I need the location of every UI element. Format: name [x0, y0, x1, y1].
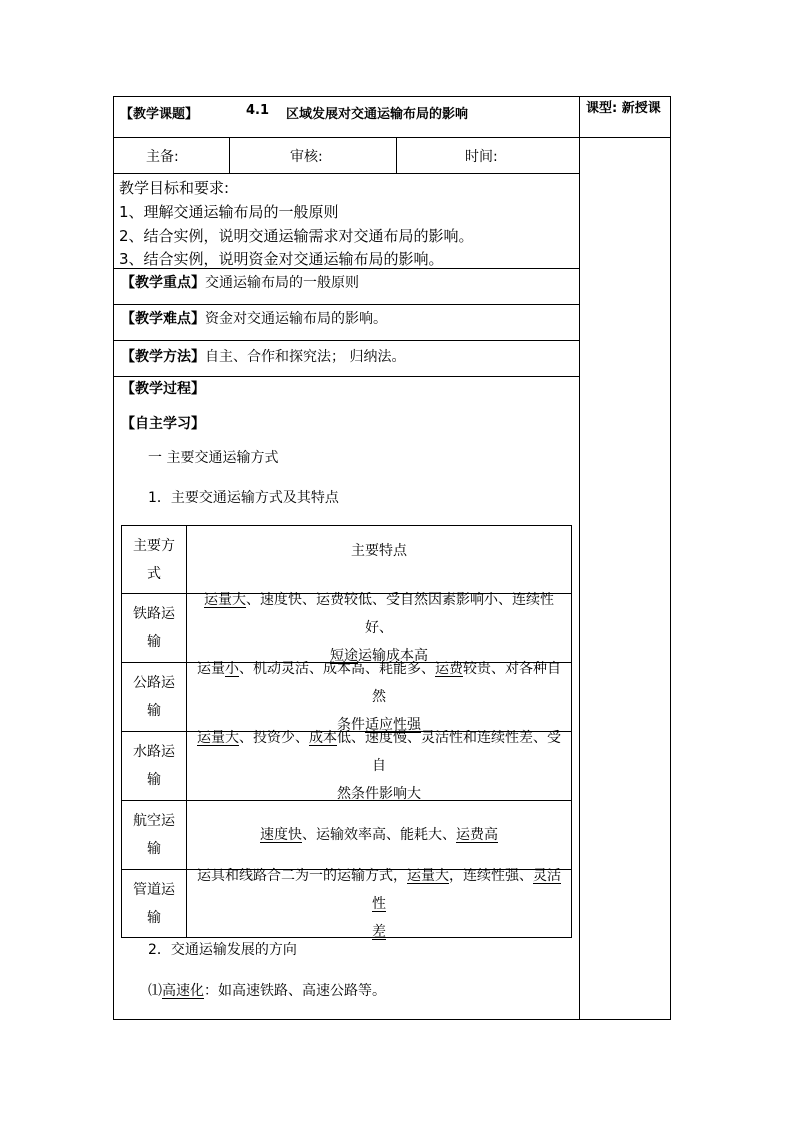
cell-divider — [229, 137, 230, 174]
process-heading: 【教学过程】 — [121, 381, 205, 397]
reviewer-label: 审核: — [290, 149, 323, 165]
feature-text — [191, 724, 567, 808]
row-divider — [113, 340, 580, 341]
feature-segment: 、速度快、运费较低、受自然因素影响小、连续性好、 — [246, 592, 554, 636]
table-row-features — [187, 594, 571, 662]
key-point-text: 交通运输布局的一般原则 — [205, 275, 359, 291]
table-row-mode: 公路运 输 — [133, 675, 175, 719]
feature-keyword: 成本 — [309, 730, 337, 746]
table-row-features — [187, 732, 571, 800]
frame-line — [113, 1019, 671, 1020]
feature-segment: 、运输效率高、能耗大、 — [302, 827, 456, 843]
feature-keyword: 运费高 — [456, 827, 498, 843]
feature-segment: ，连续性强、 — [449, 867, 533, 884]
feature-keyword: 差 — [372, 923, 386, 940]
objective-item: 1、理解交通运输布局的一般原则 — [119, 203, 339, 221]
feature-segment: 运输成本高 — [358, 648, 428, 664]
feature-keyword: 运量大 — [197, 730, 239, 746]
self-study-heading: 【自主学习】 — [121, 416, 205, 432]
row-divider — [113, 376, 580, 377]
method-row — [121, 346, 405, 366]
feature-keyword: 速度快 — [260, 827, 302, 843]
feature-keyword: 运量大 — [407, 867, 449, 884]
row-divider — [113, 173, 580, 174]
method-text: 自主、合作和探究法； 归纳法。 — [205, 349, 406, 365]
difficulty-row — [121, 308, 387, 328]
frame-line — [670, 96, 671, 1020]
feature-text — [260, 821, 498, 849]
feature-keyword: 小 — [225, 661, 239, 677]
frame-line — [579, 96, 580, 1020]
feature-segment: 低、速度慢、灵活性和连续性差、受自 — [337, 730, 561, 774]
objective-item: 3、结合实例，说明资金对交通运输布局的影响。 — [119, 250, 444, 268]
feature-keyword: 运量大 — [204, 592, 246, 608]
frame-line — [113, 96, 114, 1020]
topic-label: 【教学课题】 — [120, 107, 199, 122]
table-row-mode: 航空运 输 — [133, 813, 175, 857]
feature-segment: 运量 — [197, 661, 225, 677]
section-heading: 一 主要交通运输方式 — [148, 450, 279, 466]
subsection-heading: 1．主要交通运输方式及其特点 — [148, 490, 339, 506]
transport-table — [121, 525, 572, 938]
feature-keyword: 适应性强 — [365, 717, 421, 733]
feature-text — [191, 862, 567, 946]
feature-keyword: 运费 — [435, 661, 463, 677]
feature-segment: 较贵、对各种自然 — [372, 661, 561, 705]
row-divider — [113, 304, 580, 305]
lesson-type: 课型: 新授课 — [586, 101, 661, 116]
feature-segment: 然条件影响大 — [337, 786, 421, 802]
point-marker: ⑴ — [148, 983, 162, 999]
table-row-mode: 铁路运 输 — [133, 606, 175, 650]
table-header-features: 主要特点 — [351, 543, 407, 559]
feature-segment: 运具和线路合二为一的运输方式， — [197, 867, 407, 884]
row-divider — [113, 137, 580, 138]
point-text: ：如高速铁路、高速公路等。 — [204, 983, 386, 999]
difficulty-text: 资金对交通运输布局的影响。 — [205, 311, 387, 327]
table-row-features — [187, 867, 571, 940]
table-header-mode: 主要方 式 — [133, 537, 175, 582]
table-row-features — [187, 801, 571, 869]
objective-item: 2、结合实例，说明交通运输需求对交通布局的影响。 — [119, 227, 474, 245]
cell-divider — [396, 137, 397, 174]
time-label: 时间: — [465, 149, 498, 165]
difficulty-label: 【教学难点】 — [121, 311, 205, 327]
development-point — [148, 980, 386, 1000]
table-row-mode: 水路运 输 — [133, 744, 175, 788]
preparer-label: 主备: — [146, 149, 179, 165]
subsection-heading: 2．交通运输发展的方向 — [148, 942, 297, 958]
feature-segment: 、投资少、 — [239, 730, 309, 746]
table-row-features — [187, 663, 571, 731]
table-row-mode: 管道运 输 — [133, 881, 175, 926]
feature-keyword: 灵活性 — [372, 867, 561, 912]
frame-line — [579, 137, 671, 138]
feature-segment: 条件 — [337, 717, 365, 733]
feature-keyword: 短途 — [330, 648, 358, 664]
topic-number: 4.1 — [246, 103, 270, 118]
key-point-row — [121, 272, 359, 292]
point-keyword: 高速化 — [162, 983, 204, 999]
topic-title: 区域发展对交通运输布局的影响 — [286, 107, 469, 122]
objectives-heading: 教学目标和要求: — [119, 179, 230, 197]
feature-segment: 、机动灵活、成本高、耗能多、 — [239, 661, 435, 677]
key-point-label: 【教学重点】 — [121, 275, 205, 291]
method-label: 【教学方法】 — [121, 349, 205, 365]
